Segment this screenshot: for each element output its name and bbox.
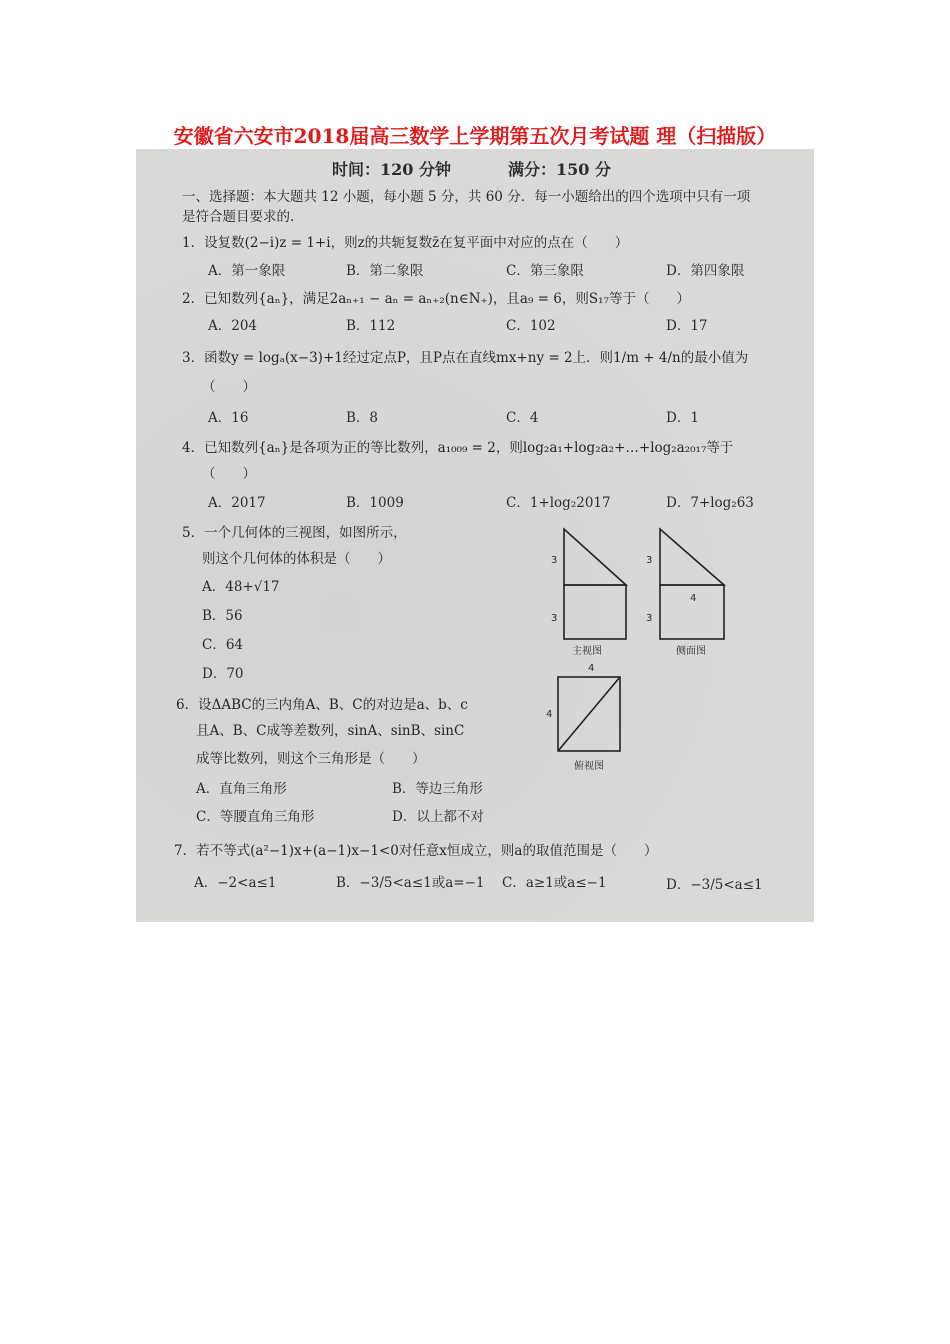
q3-option-c: C．4 xyxy=(506,410,539,426)
q4-option-c: C．1+log₂2017 xyxy=(506,495,611,511)
top-view-label: 俯视图 xyxy=(574,761,604,772)
q3-option-d: D．1 xyxy=(666,410,699,426)
question-1-stem: 1．设复数(2−i)z = 1+i，则z的共轭复数z̄在复平面中对应的点在（ ） xyxy=(182,235,629,251)
q2-option-d: D．17 xyxy=(666,318,708,334)
question-6-stem-cont: 且A、B、C成等差数列，sinA、sinB、sinC xyxy=(196,723,465,739)
question-4-blank: （ ） xyxy=(202,466,256,482)
question-3-stem: 3．函数y = logₐ(x−3)+1经过定点P，且P点在直线mx+ny = 2上．则1/m + 4/n的最小值为 xyxy=(182,350,749,366)
q1-option-d: D．第四象限 xyxy=(666,263,745,279)
question-3-blank: （ ） xyxy=(202,379,256,395)
q7-option-d: D．−3/5<a≤1 xyxy=(666,877,763,893)
side-height-bottom: 3 xyxy=(646,613,653,624)
q6-option-b: B．等边三角形 xyxy=(392,781,483,797)
q3-option-a: A．16 xyxy=(208,410,249,426)
question-2-stem: 2．已知数列{aₙ}，满足2aₙ₊₁ − aₙ = aₙ₊₂(n∈N₊)，且a₉ = 6，则S₁₇等于（ ） xyxy=(182,291,690,307)
q2-option-a: A．204 xyxy=(208,318,258,334)
q5-option-a: A．48+√17 xyxy=(202,579,280,595)
page-title: 安徽省六安市2018届高三数学上学期第五次月考试题 理（扫描版） xyxy=(173,124,777,148)
q5-option-c: C．64 xyxy=(202,637,244,653)
three-view-figure xyxy=(536,519,776,819)
question-4-stem: 4．已知数列{aₙ}是各项为正的等比数列，a₁₀₀₉ = 2，则log₂a₁+log₂a₂+…+log₂a₂₀₁₇等于 xyxy=(182,440,734,456)
question-5-stem: 5．一个几何体的三视图，如图所示， xyxy=(182,525,407,541)
scanned-exam-page xyxy=(136,149,814,922)
q6-option-a: A．直角三角形 xyxy=(196,781,287,797)
q1-option-a: A．第一象限 xyxy=(208,263,286,279)
score-label: 满分：150 分 xyxy=(508,160,611,179)
side-view xyxy=(646,529,724,657)
q5-option-d: D．70 xyxy=(202,666,244,682)
front-height-bottom: 3 xyxy=(551,613,558,624)
top-view xyxy=(546,663,620,772)
q2-option-c: C．102 xyxy=(506,318,556,334)
question-5-stem-cont: 则这个几何体的体积是（ ） xyxy=(202,551,391,567)
q7-option-b: B．−3/5<a≤1或a=−1 xyxy=(336,875,485,891)
q6-option-d: D．以上都不对 xyxy=(392,809,484,825)
question-6-stem: 6．设ΔABC的三内角A、B、C的对边是a、b、c xyxy=(176,697,468,713)
question-7-stem: 7．若不等式(a²−1)x+(a−1)x−1<0对任意x恒成立，则a的取值范围是（ ） xyxy=(174,843,658,859)
section-instructions: 一、选择题：本大题共 12 小题，每小题 5 分，共 60 分．每一小题给出的四个选项中只有一项 xyxy=(182,189,751,205)
q1-option-c: C．第三象限 xyxy=(506,263,584,279)
q5-option-b: B．56 xyxy=(202,608,243,624)
q6-option-c: C．等腰直角三角形 xyxy=(196,809,315,825)
section-instructions-cont: 是符合题目要求的. xyxy=(182,209,295,225)
q4-option-d: D．7+log₂63 xyxy=(666,495,754,511)
top-depth: 4 xyxy=(546,709,553,720)
time-label: 时间：120 分钟 xyxy=(332,160,451,179)
q4-option-b: B．1009 xyxy=(346,495,404,511)
q2-option-b: B．112 xyxy=(346,318,396,334)
front-view xyxy=(551,529,626,657)
q7-option-c: C．a≥1或a≤−1 xyxy=(502,875,607,891)
front-view-label: 主视图 xyxy=(572,646,602,657)
q3-option-b: B．8 xyxy=(346,410,379,426)
q7-option-a: A．−2<a≤1 xyxy=(194,875,277,891)
q4-option-a: A．2017 xyxy=(208,495,266,511)
front-height-top: 3 xyxy=(551,555,558,566)
top-width: 4 xyxy=(588,663,595,674)
q1-option-b: B．第二象限 xyxy=(346,263,424,279)
question-6-stem-end: 成等比数列，则这个三角形是（ ） xyxy=(196,751,426,767)
side-width: 4 xyxy=(690,593,697,604)
side-view-label: 侧面图 xyxy=(676,646,706,657)
side-height-top: 3 xyxy=(646,555,653,566)
